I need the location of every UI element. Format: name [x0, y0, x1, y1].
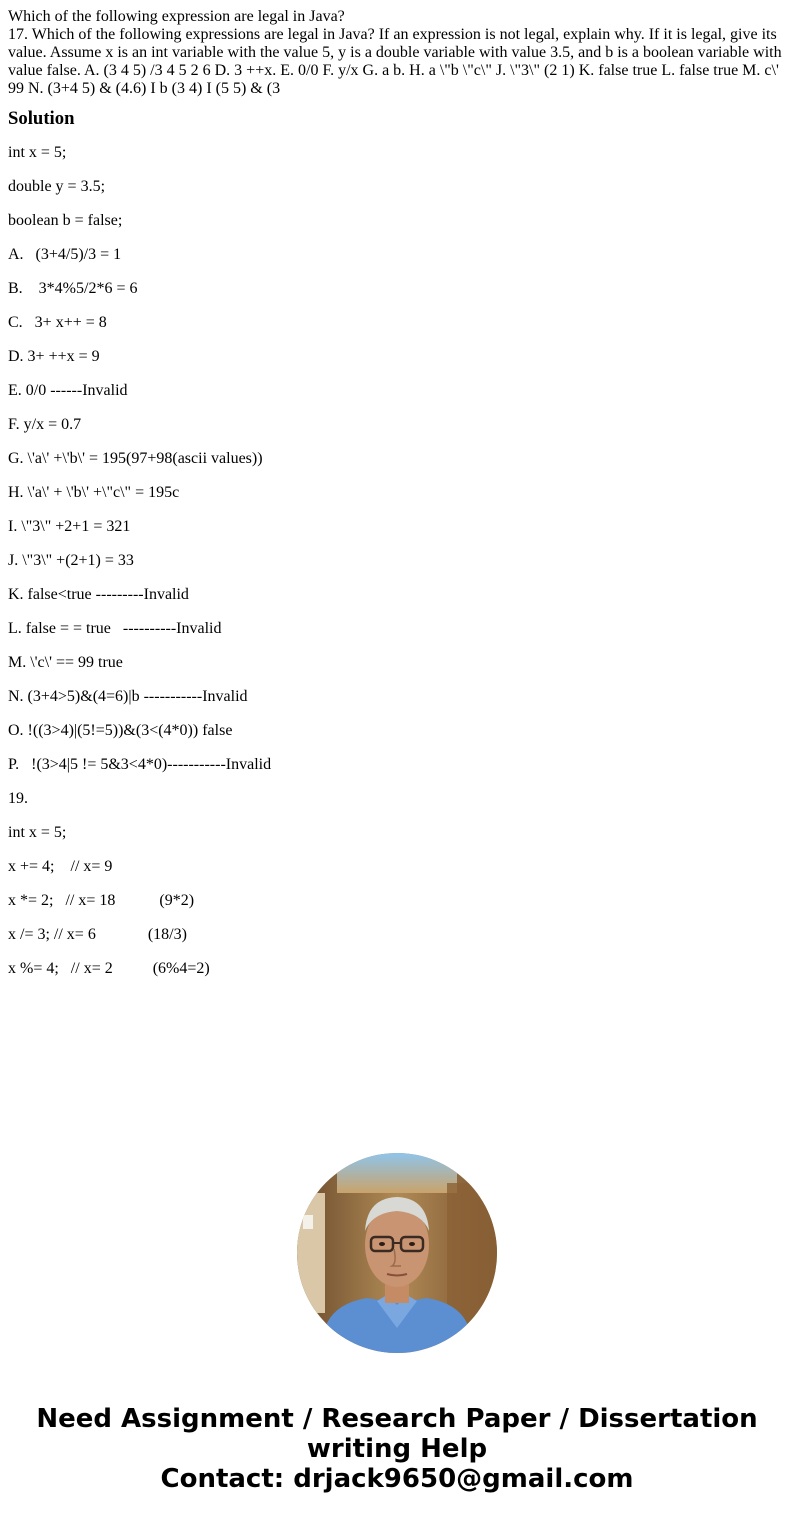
question-body: 17. Which of the following expressions are legal in Java? If an expression is not legal, explain why. If it is legal, give its value. Assume x is an int variable with the value 5, y is a double variable with value 3.5, and b is a boolean variable with value false. A. (3 4 5) /3 4 5 2 6 D. 3 ++x. E. 0/0 F. y/x G. a b. H. a \"b \"c\" J. \"3\" (2 1) K. false true L. false true M. c\' 99 N. (3+4 5) & (4.6) I b (3 4) I (5 5) & (3 [8, 26, 782, 97]
solution-line: D. 3+ ++x = 9 [8, 348, 100, 365]
solution-lines [8, 144, 786, 978]
solution-line: O. !((3>4)|(5!=5))&(3<(4*0)) false [8, 722, 233, 739]
avatar-portrait-image [297, 1153, 497, 1353]
solution-line: J. \"3\" +(2+1) = 33 [8, 552, 134, 569]
solution-line: x *= 2; // x= 18 (9*2) [8, 892, 195, 909]
solution-line: int x = 5; [8, 824, 67, 841]
solution-line: N. (3+4>5)&(4=6)|b -----------Invalid [8, 688, 248, 705]
solution-line: x %= 4; // x= 2 (6%4=2) [8, 960, 210, 977]
solution-line: K. false<true ---------Invalid [8, 586, 189, 603]
question-title: Which of the following expression are legal in Java? [8, 8, 345, 25]
solution-line: B. 3*4%5/2*6 = 6 [8, 280, 138, 297]
solution-heading: Solution [8, 108, 75, 129]
footer-line-1: Need Assignment / Research Paper / Dissertation [36, 1404, 758, 1434]
solution-line: M. \'c\' == 99 true [8, 654, 123, 671]
solution-line: x /= 3; // x= 6 (18/3) [8, 926, 187, 943]
solution-line: L. false = = true ----------Invalid [8, 620, 222, 637]
solution-line: double y = 3.5; [8, 178, 106, 195]
footer-banner [0, 1404, 794, 1494]
avatar [297, 1153, 497, 1353]
solution-line: H. \'a\' + \'b\' +\"c\" = 195c [8, 484, 180, 501]
solution-line: x += 4; // x= 9 [8, 858, 113, 875]
solution-line: int x = 5; [8, 144, 67, 161]
solution-line: C. 3+ x++ = 8 [8, 314, 107, 331]
footer-contact-line: Contact: drjack9650@gmail.com [160, 1464, 634, 1494]
solution-line: A. (3+4/5)/3 = 1 [8, 246, 122, 263]
solution-line: boolean b = false; [8, 212, 123, 229]
solution-line: 19. [8, 790, 28, 807]
solution-line: G. \'a\' +\'b\' = 195(97+98(ascii values)) [8, 450, 263, 467]
solution-line: P. !(3>4|5 != 5&3<4*0)-----------Invalid [8, 756, 272, 773]
solution-line: E. 0/0 ------Invalid [8, 382, 128, 399]
solution-line: I. \"3\" +2+1 = 321 [8, 518, 131, 535]
solution-line: F. y/x = 0.7 [8, 416, 82, 433]
footer-line-2: writing Help [306, 1434, 488, 1464]
